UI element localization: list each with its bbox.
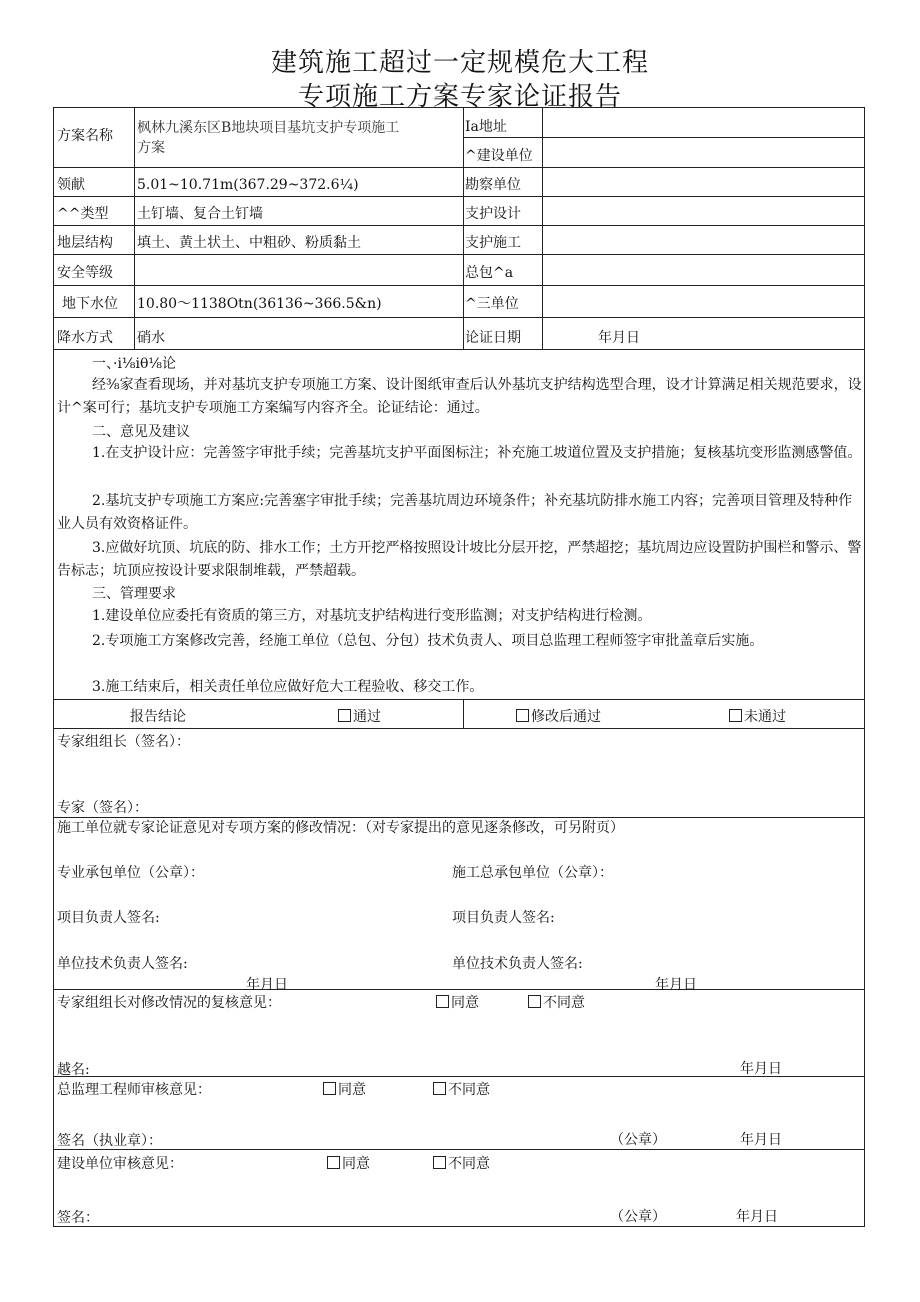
checkbox-icon <box>436 995 449 1008</box>
label-dewatering: 降水方式 <box>57 330 113 346</box>
supervisor-agree-option[interactable]: 同意 <box>323 1081 366 1099</box>
label-third-party: ^三单位 <box>465 296 519 312</box>
plan-name-line1: 枫林九溪东区B地块项目基坑支护专项施工 <box>137 120 400 136</box>
supervisor-seal: （公章） <box>610 1132 666 1148</box>
opinion-para-1: 经⅜家查看现场，并对基坑支护专项施工方案、设计图纸审查后认外基坑支护结构选型合理，设才计算满足相关规范要求，设计^案可行；基坑支护专项施工方案编写内容齐全。论证结论：通过。 <box>57 377 862 416</box>
general-date: 年月日 <box>655 977 697 993</box>
label-address: Ia地址 <box>465 119 507 135</box>
opinion-para-6: 2.专项施工方案修改完善，经施工单位（总包、分包）技术负责人、项目总监理工程师签字审批盖章后实施。 <box>92 633 764 649</box>
value-review-date: 年月日 <box>598 330 640 346</box>
checkbox-icon <box>323 1082 336 1095</box>
label-type: ^^类型 <box>57 206 109 222</box>
supervisor-review-label: 总监理工程师审核意见： <box>57 1082 211 1098</box>
sub-pm-sign: 项目负责人签名: <box>57 910 160 926</box>
opinion-para-2: 1.在支护设计应：完善签字审批手续；完善基坑支护平面图标注；补充施工坡道位置及支护措施；复核基坑变形监测感警值。 <box>92 445 862 461</box>
value-type: 土钉墙、复合土钉墙 <box>137 206 263 222</box>
plan-name-line2: 方案 <box>137 140 165 156</box>
modification-intro: 施工单位就专家论证意见对专项方案的修改情况：（对专家提出的意见逐条修改，可另附页） <box>57 820 624 836</box>
conclusion-revise-option[interactable]: 修改后通过 <box>516 708 601 726</box>
sub-date: 年月日 <box>246 977 288 993</box>
label-support-construction: 支护施工 <box>465 235 521 251</box>
value-groundwater: 10.80～1138Otn(36136~366.5&n) <box>137 296 382 312</box>
leader-review-label: 专家组组长对修改情况的复核意见： <box>57 995 281 1011</box>
opinion-heading-3: 三、管理要求 <box>92 586 176 602</box>
checkbox-icon <box>338 709 351 722</box>
doc-title-line1: 建筑施工超过一定规模危大工程 <box>270 48 649 78</box>
sub-tech-sign: 单位技术负责人签名: <box>57 956 188 972</box>
checkbox-icon <box>327 1156 340 1169</box>
value-dewatering: 硝水 <box>137 330 165 346</box>
label-plan-name: 方案名称 <box>57 128 113 144</box>
leader-review-date: 年月日 <box>740 1061 782 1077</box>
label-safety-grade: 安全等级 <box>57 265 113 281</box>
label-depth: 领献 <box>57 177 85 193</box>
leader-review-sign: 越名: <box>57 1062 90 1078</box>
owner-date: 年月日 <box>736 1209 778 1225</box>
label-review-date: 论证日期 <box>465 330 521 346</box>
owner-sign: 签名： <box>57 1210 99 1226</box>
value-strata: 填土、黄土状土、中粗砂、粉质黏土 <box>137 235 361 251</box>
conclusion-fail-option[interactable]: 未通过 <box>729 708 786 726</box>
checkbox-icon <box>433 1156 446 1169</box>
label-general-contractor: 总包^a <box>465 265 514 281</box>
opinion-para-4: 3.应做好坑顶、坑底的防、排水工作；土方开挖严格按照设计坡比分层开挖，严禁超挖；基坑周边应设置防护围栏和警示、警告标志；坑顶应按设计要求限制堆载，严禁超载。 <box>57 540 862 579</box>
report-table <box>53 107 865 1227</box>
label-groundwater: 地下水位 <box>62 296 118 312</box>
conclusion-label: 报告结论 <box>130 709 186 725</box>
opinion-para-3: 2.基坑支护专项施工方案应:完善塞字审批手续；完善基坑周边环境条件；补充基坑防排水施工内容；完善项目管理及特种作业人员有效资格证件。 <box>57 493 853 532</box>
leader-disagree-option[interactable]: 不同意 <box>528 994 585 1012</box>
opinion-para-7: 3.施工结束后，相关责任单位应做好危大工程验收、移交工作。 <box>92 679 484 695</box>
supervisor-sign: 签名（执业章）： <box>57 1133 162 1149</box>
general-pm-sign: 项目负责人签名: <box>452 910 555 926</box>
expert-members-sign: 专家（签名）： <box>57 800 148 816</box>
label-survey-unit: 勘察单位 <box>465 177 521 193</box>
general-contractor-seal: 施工总承包单位（公章）： <box>452 865 613 881</box>
general-tech-sign: 单位技术负责人签名: <box>452 956 583 972</box>
label-owner-unit: ^建设单位 <box>465 148 533 164</box>
label-support-design: 支护设计 <box>465 206 521 222</box>
label-strata: 地层结构 <box>57 235 113 251</box>
opinion-heading-1: 一、·i⅛iθ⅛论 <box>92 356 176 372</box>
expert-leader-sign: 专家组组长（签名）： <box>57 734 190 750</box>
checkbox-icon <box>433 1082 446 1095</box>
doc-title-line2: 专项施工方案专家论证报告 <box>297 82 622 112</box>
owner-agree-option[interactable]: 同意 <box>327 1155 370 1173</box>
supervisor-disagree-option[interactable]: 不同意 <box>433 1081 490 1099</box>
owner-disagree-option[interactable]: 不同意 <box>433 1155 490 1173</box>
checkbox-icon <box>516 709 529 722</box>
opinion-heading-2: 二、意见及建议 <box>92 424 190 440</box>
leader-agree-option[interactable]: 同意 <box>436 994 479 1012</box>
owner-review-label: 建设单位审核意见： <box>57 1156 183 1172</box>
supervisor-date: 年月日 <box>740 1132 782 1148</box>
opinion-para-5: 1.建设单位应委托有资质的第三方，对基坑支护结构进行变形监测；对支护结构进行检测。 <box>92 608 652 624</box>
owner-seal: （公章） <box>610 1209 666 1225</box>
checkbox-icon <box>729 709 742 722</box>
checkbox-icon <box>528 995 541 1008</box>
conclusion-pass-option[interactable]: 通过 <box>338 708 381 726</box>
sub-contractor-seal: 专业承包单位（公章）： <box>57 865 204 881</box>
value-depth: 5.01~10.71m(367.29~372.6¼) <box>137 177 359 193</box>
